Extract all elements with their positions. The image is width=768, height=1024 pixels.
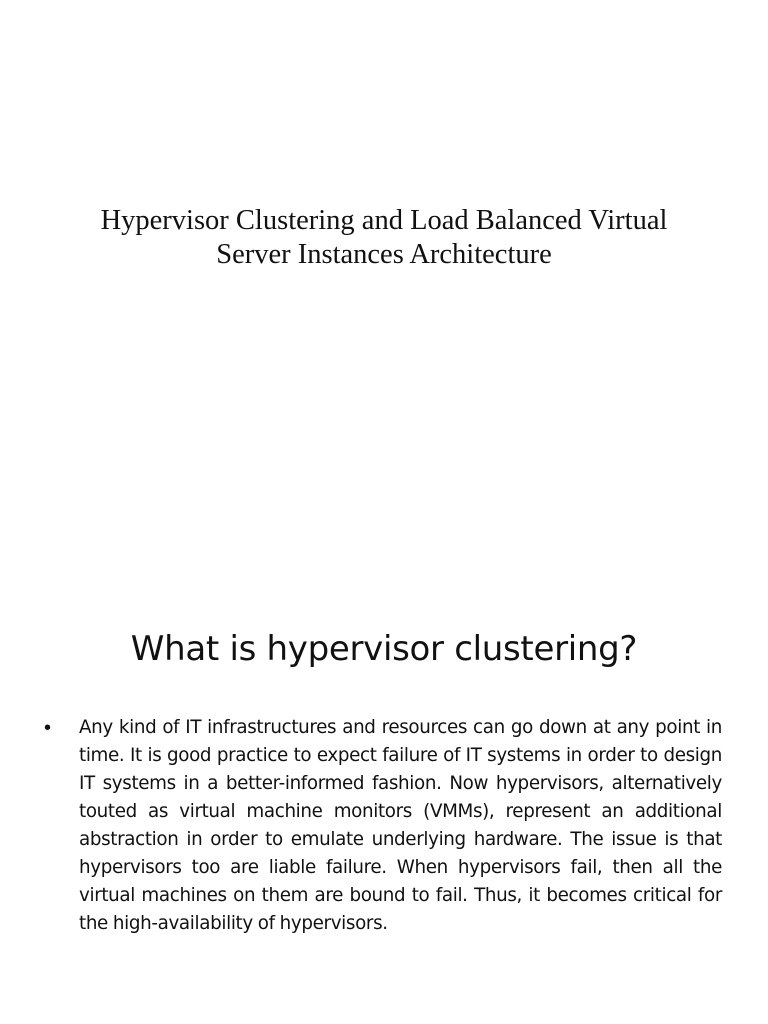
slide-title xyxy=(60,204,708,272)
bullet-item xyxy=(40,714,722,938)
bullet-text: Any kind of IT infrastructures and resources can go down at any point in time. It is good practice to expect failure of IT systems in order to design IT systems in a better-informed fashion. Now hypervisors, alternatively touted as virtual machine monitors (VMMs), represent an additional abstraction in order to emulate underlying hardware. The issue is that hypervisors too are liable failure. When hypervisors fail, then all the virtual machines on them are bound to fail. Thus, it becomes critical for the high-availability of hypervisors. xyxy=(79,717,722,934)
bullet-marker: • xyxy=(44,717,52,739)
slide-title-line-1: Hypervisor Clustering and Load Balanced Virtual xyxy=(100,205,668,236)
bullet-list xyxy=(40,714,722,938)
slide-title-line-2: Server Instances Architecture xyxy=(216,239,552,270)
section-heading: What is hypervisor clustering? xyxy=(130,629,638,669)
